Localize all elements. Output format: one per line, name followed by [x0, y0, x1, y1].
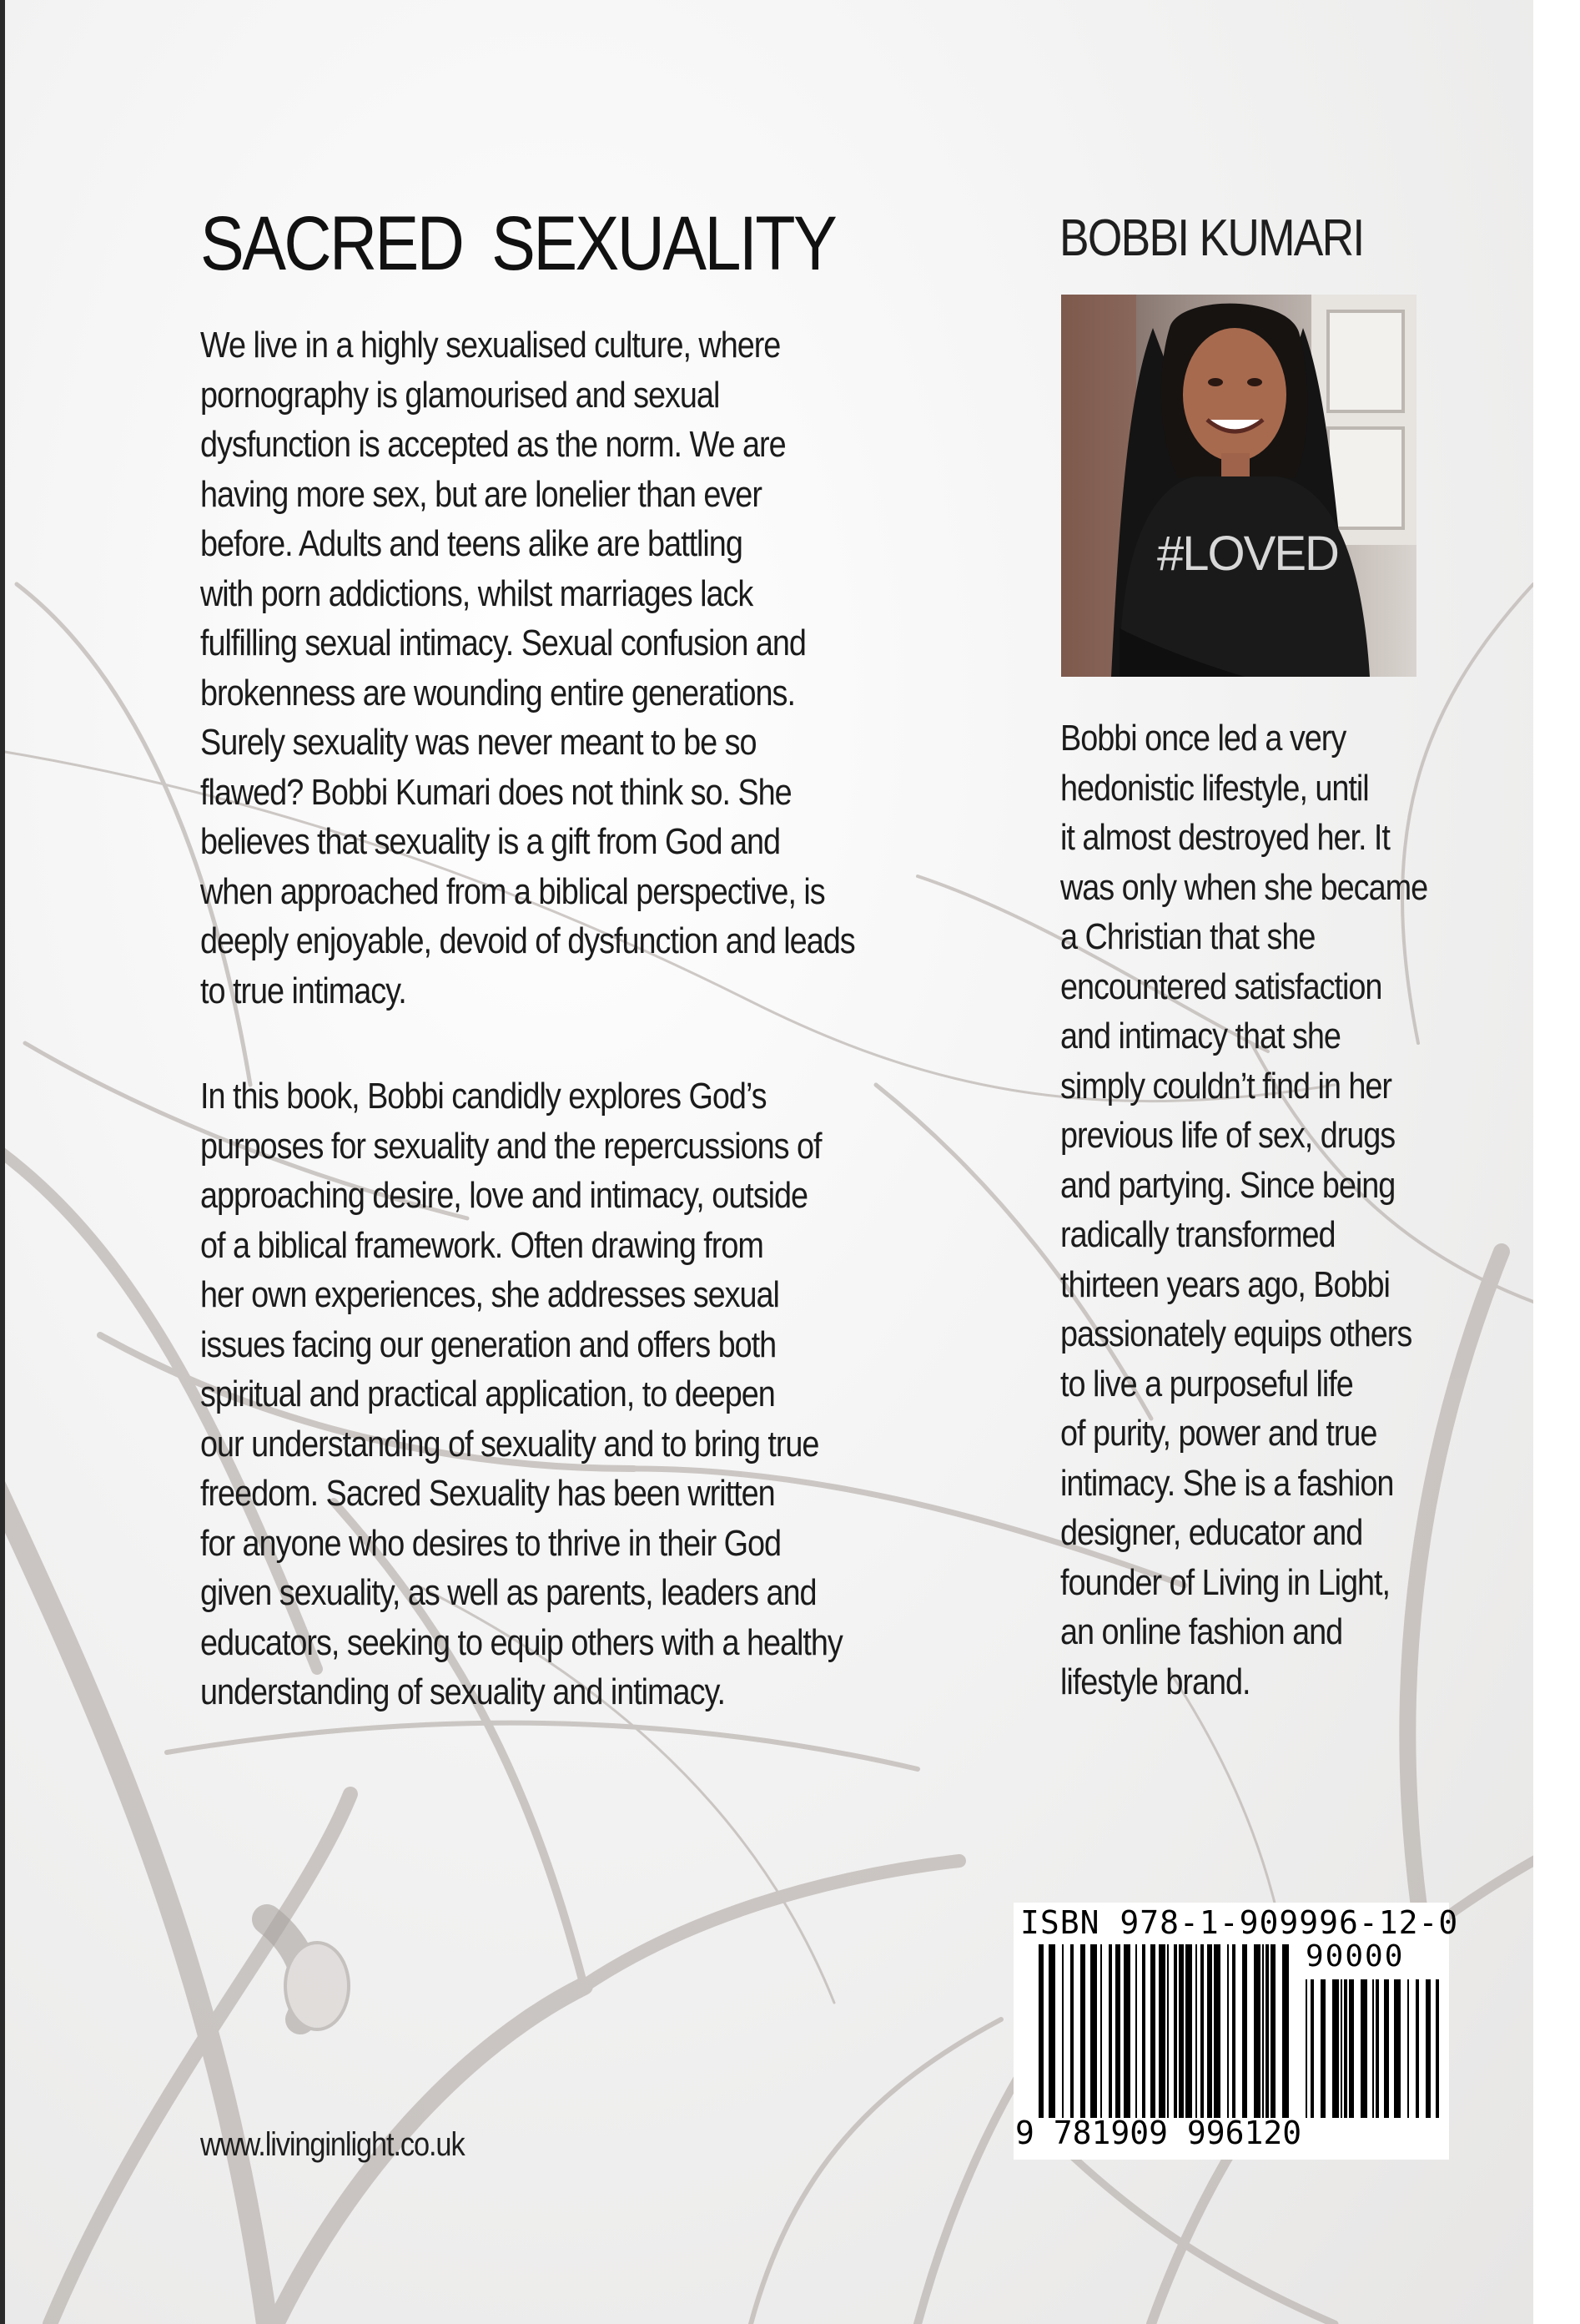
blurb-line: having more sex, but are lonelier than ever [200, 473, 762, 515]
bio-line: Bobbi once led a very [1060, 718, 1346, 759]
blurb-line: before. Adults and teens alike are battling [200, 523, 742, 564]
blurb-line: of a biblical framework. Often drawing from [200, 1224, 763, 1266]
blurb-line: Surely sexuality was never meant to be so [200, 722, 757, 763]
blurb-line: to true intimacy. [200, 970, 406, 1011]
price-code: 90000 [1306, 1939, 1405, 1974]
barcode-bar [1271, 1944, 1276, 2118]
barcode-bar [1341, 1979, 1342, 2118]
blurb-line: deeply enjoyable, devoid of dysfunction and leads [200, 920, 855, 961]
bio-line: encountered satisfaction [1060, 965, 1382, 1007]
blurb-paragraph-1 [200, 320, 855, 1016]
blurb-line: with porn addictions, whilst marriages lack [200, 572, 753, 614]
sweater-text: #LOVED [1157, 527, 1338, 581]
barcode-bar [1282, 1944, 1289, 2118]
bio-line: to live a purposeful life [1060, 1363, 1353, 1404]
barcode-bar [1344, 1979, 1347, 2118]
blurb-line: brokenness are wounding entire generations. [200, 672, 795, 713]
barcode-bar [1426, 1979, 1431, 2118]
barcode-bar [1361, 1979, 1367, 2118]
bio-line: simply couldn’t find in her [1060, 1065, 1391, 1107]
barcode-bar [1207, 1944, 1212, 2118]
barcode-bar [1200, 1944, 1204, 2118]
ean-digits: 9 781909 996120 [1015, 2115, 1302, 2151]
blurb-line: spiritual and practical application, to deepen [200, 1374, 775, 1414]
blurb-line: issues facing our generation and offers both [200, 1323, 777, 1365]
barcode-bar [1266, 1944, 1269, 2118]
barcode-bar [1372, 1979, 1374, 2118]
barcode-bar [1306, 1979, 1307, 2118]
barcode-bar [1416, 1979, 1419, 2118]
barcode-bar [1124, 1944, 1130, 2118]
isbn-barcode [1014, 1903, 1459, 2160]
blurb-paragraph-2 [200, 1071, 843, 1717]
blurb-line: We live in a highly sexualised culture, where [200, 325, 781, 365]
barcode-bar [1090, 1944, 1097, 2118]
barcode-bar [1142, 1944, 1145, 2118]
barcode-bar [1195, 1944, 1197, 2118]
barcode-bar [1349, 1979, 1354, 2118]
bio-line: it almost destroyed her. It [1060, 817, 1390, 858]
blurb-line: believes that sexuality is a gift from God and [200, 821, 781, 862]
blurb-line: purposes for sexuality and the repercussions of [200, 1125, 822, 1167]
barcode-bar [1376, 1979, 1379, 2118]
barcode-bar [1185, 1944, 1192, 2118]
bio-line: and partying. Since being [1060, 1164, 1396, 1206]
bio-line: of purity, power and true [1060, 1413, 1377, 1454]
barcode-bar [1262, 1944, 1264, 2118]
bio-line: was only when she became [1060, 866, 1428, 908]
book-title: SACRED SEXUALITY [200, 201, 836, 286]
barcode-bar [1407, 1979, 1409, 2118]
barcode-bar [1179, 1944, 1184, 2118]
blurb-line: approaching desire, love and intimacy, outside [200, 1175, 808, 1216]
barcode-bar [1100, 1944, 1102, 2118]
blurb-line: educators, seeking to equip others with a healthy [200, 1621, 843, 1663]
barcode-bar [1384, 1979, 1389, 2118]
barcode-bar [1436, 1979, 1439, 2118]
barcode-bar [1070, 1944, 1074, 2118]
barcode-bar [1311, 1979, 1314, 2118]
bio-line: a Christian that she [1060, 916, 1316, 957]
barcode-bar [1080, 1944, 1085, 2118]
barcode-bar [1254, 1944, 1260, 2118]
bio-line: previous life of sex, drugs [1060, 1115, 1396, 1156]
author-bio [1060, 713, 1427, 1706]
barcode-bar [1167, 1944, 1169, 2118]
blurb-line: for anyone who desires to thrive in their God [200, 1522, 782, 1564]
barcode-bar [1174, 1944, 1177, 2118]
blurb-line: In this book, Bobbi candidly explores God’s [200, 1076, 767, 1117]
isbn-label: ISBN 978-1-909996-12-0 [1020, 1904, 1459, 1941]
bio-line: thirteen years ago, Bobbi [1060, 1263, 1390, 1305]
author-photo-illustration [1061, 295, 1416, 677]
barcode-bar [1394, 1979, 1401, 2118]
bio-line: an online fashion and [1060, 1611, 1343, 1652]
barcode-bar [1135, 1944, 1137, 2118]
barcode-bar [1227, 1944, 1229, 2118]
blurb-line: flawed? Bobbi Kumari does not think so. She [200, 771, 792, 813]
barcode-bar [1150, 1944, 1155, 2118]
barcode-bar [1242, 1944, 1247, 2118]
bio-line: hedonistic lifestyle, until [1060, 767, 1369, 809]
blurb-line: given sexuality, as well as parents, leaders and [200, 1572, 817, 1613]
author-photo [1061, 295, 1416, 677]
barcode-bar [1214, 1944, 1220, 2118]
barcode-bar [1232, 1944, 1235, 2118]
bio-line: intimacy. She is a fashion [1060, 1462, 1394, 1504]
bio-line: radically transformed [1060, 1214, 1336, 1255]
barcode-bar [1109, 1944, 1112, 2118]
barcode-bar [1332, 1979, 1339, 2118]
bio-line: lifestyle brand. [1060, 1661, 1250, 1702]
blurb-line: when approached from a biblical perspective, is [200, 870, 825, 912]
author-name: BOBBI KUMARI [1059, 209, 1364, 267]
cover-left-edge [0, 0, 5, 2324]
bio-line: passionately equips others [1060, 1313, 1412, 1354]
blurb-line: pornography is glamourised and sexual [200, 374, 720, 416]
blurb-line: understanding of sexuality and intimacy. [200, 1671, 726, 1712]
blurb-line: fulfilling sexual intimacy. Sexual confusion and [200, 623, 806, 663]
website-url: www.livinginlight.co.uk [200, 2126, 465, 2163]
blurb-line: dysfunction is accepted as the norm. We are [200, 424, 786, 465]
bio-line: and intimacy that she [1060, 1016, 1341, 1056]
barcode-bar [1062, 1944, 1064, 2118]
bio-line: founder of Living in Light, [1060, 1561, 1390, 1603]
blurb-line: freedom. Sacred Sexuality has been written [200, 1473, 775, 1514]
barcode-bar [1115, 1944, 1120, 2118]
blurb-line: our understanding of sexuality and to bring true [200, 1423, 819, 1464]
blurb-line: her own experiences, she addresses sexual [200, 1274, 779, 1315]
cover-right-margin [1533, 0, 1580, 2324]
bio-line: designer, educator and [1060, 1512, 1363, 1553]
barcode-bar [1321, 1979, 1326, 2118]
barcode-bar [1049, 1944, 1055, 2118]
barcode-bar [1039, 1944, 1044, 2118]
barcode-bar [1159, 1944, 1165, 2118]
